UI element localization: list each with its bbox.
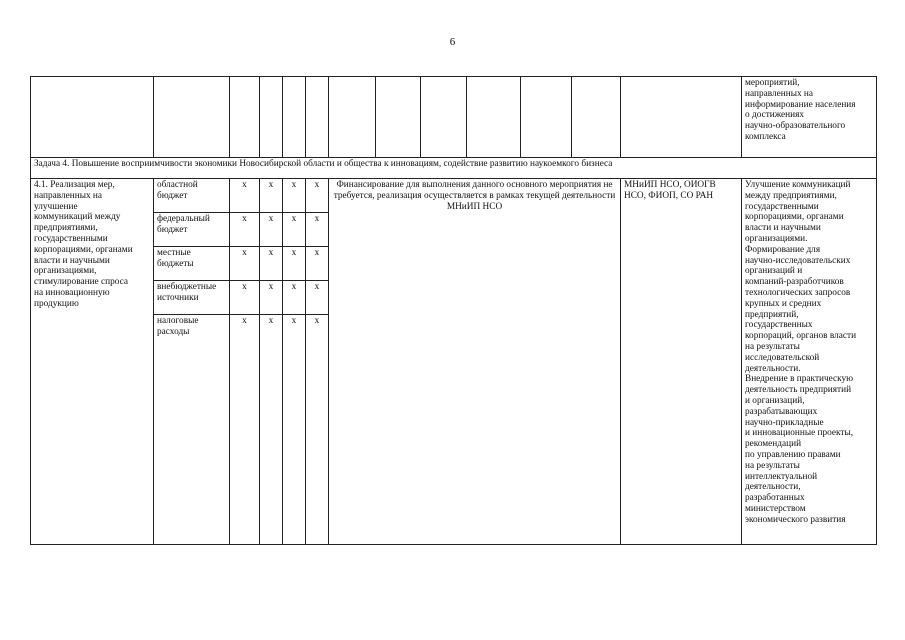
- source-label: федеральный бюджет: [154, 213, 230, 247]
- x-mark: x: [306, 281, 329, 315]
- empty-cell: [376, 77, 421, 158]
- x-mark: x: [230, 213, 260, 247]
- x-mark: x: [306, 179, 329, 213]
- task-row: [31, 158, 877, 179]
- empty-cell: [260, 77, 283, 158]
- empty-cell: [572, 77, 621, 158]
- program-table: [30, 76, 877, 545]
- empty-cell: [521, 77, 572, 158]
- x-mark: x: [260, 179, 283, 213]
- source-label: областной бюджет: [154, 179, 230, 213]
- x-mark: x: [306, 213, 329, 247]
- financing-note: Финансирование для выполнения данного основного мероприятия не требуется, реализация осуществляется в рамках текущей деятельности МНиИП НСО: [329, 179, 621, 545]
- source-label: внебюджетные источники: [154, 281, 230, 315]
- empty-cell: [421, 77, 467, 158]
- empty-cell: [329, 77, 376, 158]
- x-mark: x: [283, 213, 306, 247]
- measure-name: 4.1. Реализация мер, направленных на улучшение коммуникаций между предприятиями, государственными корпорациями, органами власти и научными организациями, стимулирование спроса на инновационную продукцию: [31, 179, 154, 545]
- x-mark: x: [230, 247, 260, 281]
- x-mark: x: [306, 247, 329, 281]
- x-mark: x: [260, 315, 283, 545]
- continued-result-text: мероприятий, направленных на информирование населения о достижениях научно-образовательного комплекса: [742, 77, 877, 158]
- empty-cell: [621, 77, 742, 158]
- x-mark: x: [260, 281, 283, 315]
- empty-cell: [283, 77, 306, 158]
- x-mark: x: [230, 179, 260, 213]
- empty-cell: [31, 77, 154, 158]
- measure-row: [31, 179, 877, 213]
- page-number: 6: [449, 36, 456, 48]
- empty-cell: [467, 77, 521, 158]
- empty-cell: [306, 77, 329, 158]
- x-mark: x: [283, 315, 306, 545]
- x-mark: x: [283, 281, 306, 315]
- executors: МНиИП НСО, ОИОГВ НСО, ФИОП, СО РАН: [621, 179, 742, 545]
- source-label: местные бюджеты: [154, 247, 230, 281]
- x-mark: x: [230, 315, 260, 545]
- expected-result: Улучшение коммуникаций между предприятиями, государственными корпорациями, органами власти и научными организациями. Формирование для научно-исследовательских организаций и компаний-разработчиков технологических запросов крупных и средних предприятий, государственных корпораций, органов власти на результаты исследовательской деятельности. Внедрение в практическую деятельность предприятий и организаций, разрабатывающих научно-прикладные и инновационные проекты, рекомендаций по управлению правами на результаты интеллектуальной деятельности, разработанных министерством экономического развития: [742, 179, 877, 545]
- x-mark: x: [260, 247, 283, 281]
- x-mark: x: [260, 213, 283, 247]
- continued-row: [31, 77, 877, 158]
- x-mark: x: [306, 315, 329, 545]
- x-mark: x: [283, 247, 306, 281]
- x-mark: x: [283, 179, 306, 213]
- task-title: Задача 4. Повышение восприимчивости экономики Новосибирской области и общества к инновациям, содействие развитию наукоемкого бизнеса: [31, 158, 877, 179]
- empty-cell: [230, 77, 260, 158]
- source-label: налоговые расходы: [154, 315, 230, 545]
- x-mark: x: [230, 281, 260, 315]
- empty-cell: [154, 77, 230, 158]
